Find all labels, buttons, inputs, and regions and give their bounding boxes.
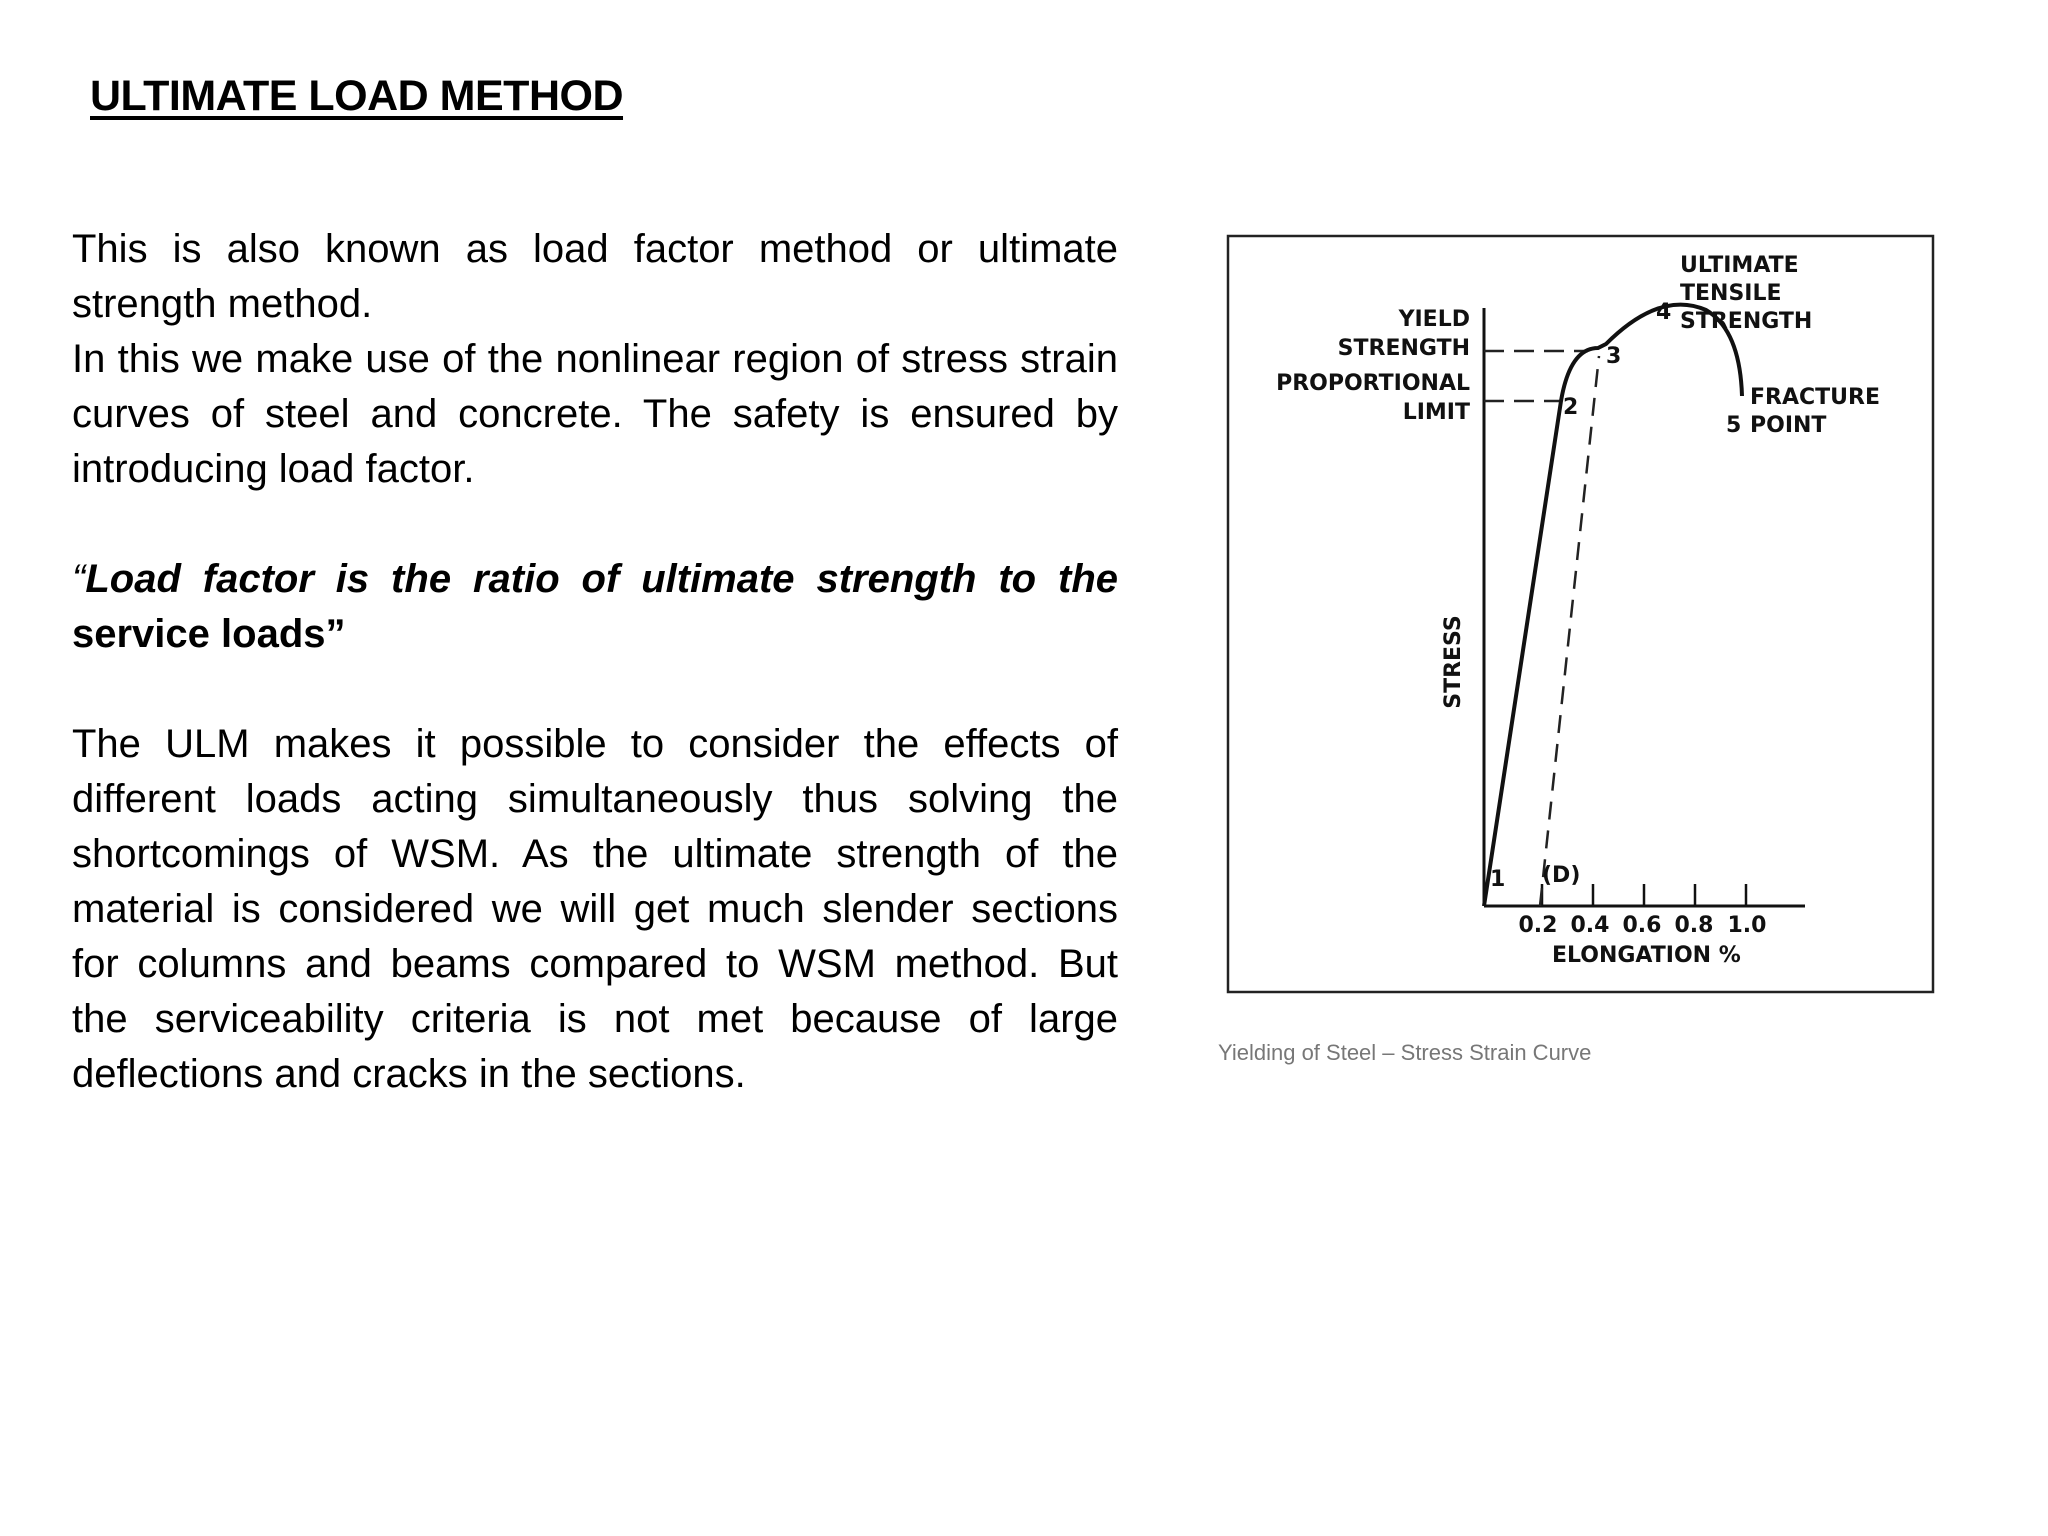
stress-strain-diagram [1220, 230, 1940, 996]
point-5-label: 5 [1726, 413, 1742, 438]
fracture-label-2: POINT [1750, 413, 1827, 438]
ultimate-label-2: TENSILE [1680, 281, 1782, 306]
point-2-label: 2 [1563, 395, 1579, 420]
stress-label: STRESS [1441, 615, 1466, 709]
yield-label-2: STRENGTH [1337, 336, 1470, 361]
point-3-label: 3 [1606, 344, 1622, 369]
tick-label: 0.2 [1518, 913, 1558, 938]
offset-d-label: (D) [1542, 863, 1581, 888]
ultimate-label-3: STRENGTH [1680, 309, 1813, 334]
proportional-label-2: LIMIT [1402, 400, 1470, 425]
point-4-label: 4 [1656, 300, 1672, 325]
tick-label: 0.6 [1622, 913, 1662, 938]
ulm-description: The ULM makes it possible to consider the effects of different loads acting simultaneously thus solving the shortcomings of WSM. As the ultimate strength of the material is considered we will get much slender sections for columns and beams compared to WSM method. But the serviceability criteria is not met because of large deflections and cracks in the sections. [72, 722, 1118, 1096]
proportional-label-1: PROPORTIONAL [1276, 371, 1470, 396]
ultimate-label-1: ULTIMATE [1680, 253, 1799, 278]
body-text [72, 222, 1118, 1102]
tick-label: 1.0 [1727, 913, 1767, 938]
figure-caption: Yielding of Steel – Stress Strain Curve [1218, 1040, 1592, 1065]
stress-strain-figure [1220, 230, 1940, 996]
point-1-label: 1 [1490, 867, 1506, 892]
elongation-label: ELONGATION % [1552, 943, 1741, 968]
yield-label-1: YIELD [1398, 307, 1470, 332]
tick-labels [1519, 913, 1767, 938]
definition-italic: Load factor is the ratio of ultimate strength to the [85, 557, 1118, 601]
load-factor-definition: “Load factor is the ratio of ultimate strength to the service loads” [72, 557, 1118, 656]
definition-end: service loads” [72, 612, 346, 656]
tick-label: 0.8 [1674, 913, 1714, 938]
intro-line-1: This is also known as load factor method or ultimate strength method. [72, 227, 1118, 326]
tick-label: 0.4 [1570, 913, 1610, 938]
fracture-label-1: FRACTURE [1750, 385, 1880, 410]
figure-frame [1228, 236, 1933, 992]
slide-title: ULTIMATE LOAD METHOD [90, 72, 624, 120]
intro-line-2: In this we make use of the nonlinear region of stress strain curves of steel and concrete. The safety is ensured by introducing load factor. [72, 337, 1118, 491]
